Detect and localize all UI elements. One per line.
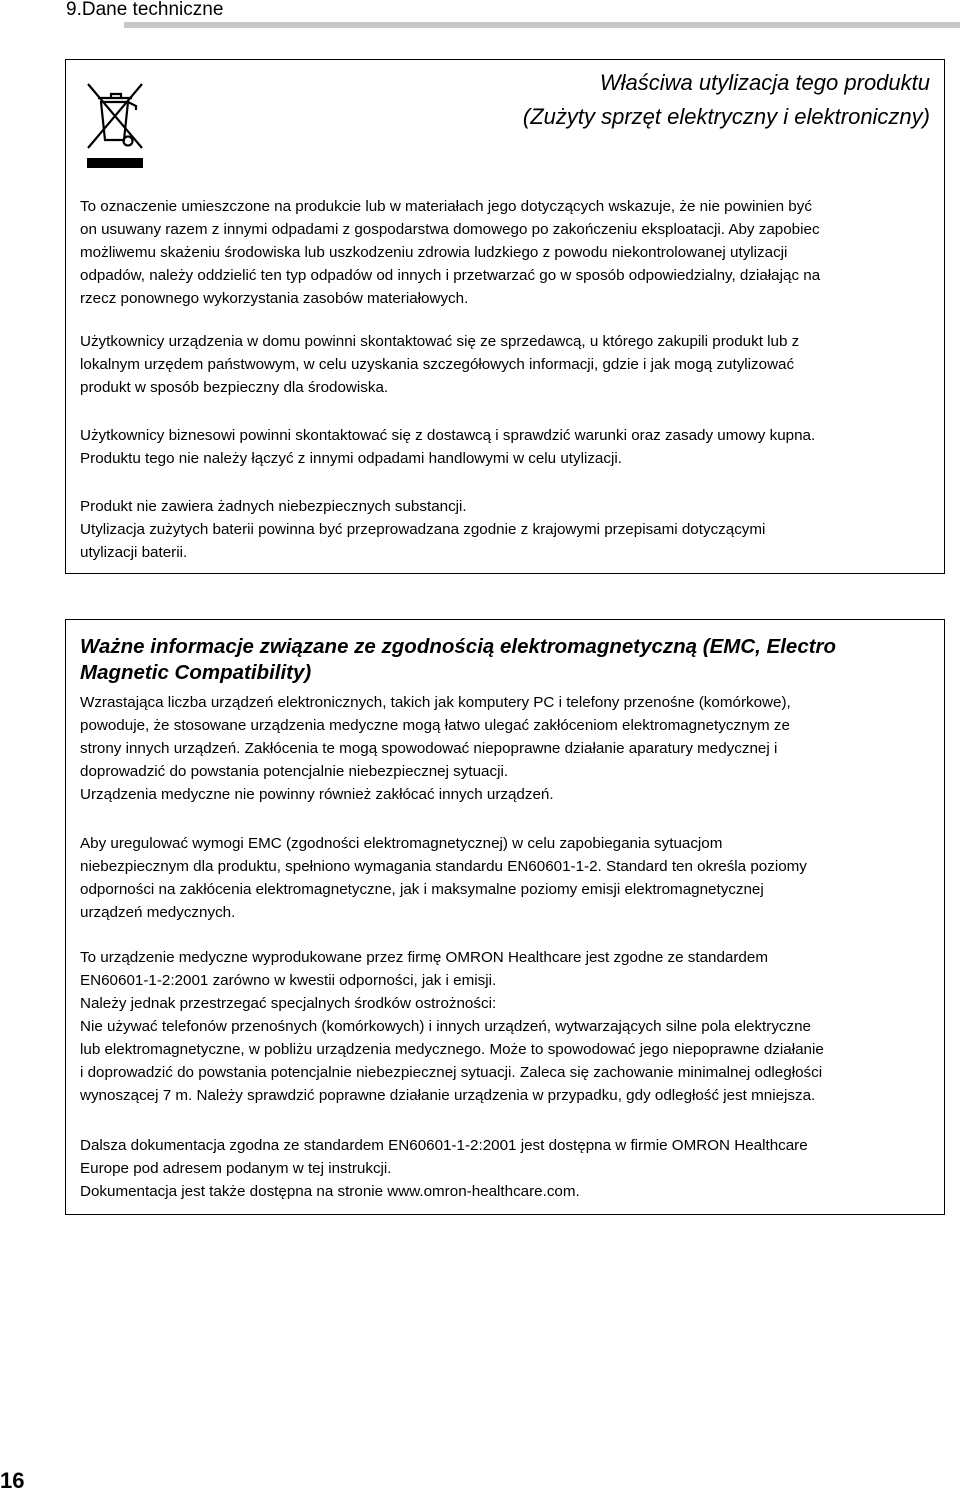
paragraph-text: Użytkownicy urządzenia w domu powinni skontaktować się ze sprzedawcą, u którego zakupili produkt lub z lokalnym urzędem państwowym, w celu uzyskania szczegółowych informacji, gdzie i jak mogą zutylizować produkt w sposób bezpieczny dla środowiska.: [80, 333, 800, 396]
disposal-paragraph: [80, 495, 950, 564]
crossed-out-wheelie-bin-icon: [84, 78, 146, 170]
emc-paragraph: [80, 1134, 950, 1203]
paragraph-text: Dalsza dokumentacja zgodna ze standardem EN60601-1-2:2001 jest dostępna w firmie OMRON Healthcare Europe pod adresem podanym w tej instrukcji. Dokumentacja jest także dostępna na stronie www.omron-healthcare.com.: [80, 1137, 808, 1200]
disposal-title-line1: Właściwa utylizacja tego produktu: [599, 70, 930, 95]
paragraph-text: Wzrastająca liczba urządzeń elektronicznych, takich jak komputery PC i telefony przenośne (komórkowe), powoduje, że stosowane urządzenia medyczne mogą łatwo ulegać zakłóceniom elektromagnetycznym ze strony innych urządzeń. Zakłócenia te mogą spowodować niepoprawne działanie aparatury medycznej i doprowadzić do powstania potencjalnie niebezpiecznej sytuacji. Urządzenia medyczne nie powinny również zakłócać innych urządzeń.: [80, 694, 791, 803]
disposal-paragraph: [80, 424, 950, 470]
paragraph-text: Użytkownicy biznesowi powinni skontaktować się z dostawcą i sprawdzić warunki oraz zasady umowy kupna. Produktu tego nie należy łączyć z innymi odpadami handlowymi w celu utylizacji.: [80, 427, 816, 467]
paragraph-text: Produkt nie zawiera żadnych niebezpiecznych substancji. Utylizacja zużytych baterii powinna być przeprowadzana zgodnie z krajowymi przepisami dotyczącymi utylizacji baterii.: [80, 498, 766, 561]
paragraph-text: To urządzenie medyczne wyprodukowane przez firmę OMRON Healthcare jest zgodne ze standardem EN60601-1-2:2001 zarówno w kwestii odporności, jak i emisji. Należy jednak przestrzegać specjalnych środków ostrożności: Nie używać telefonów przenośnych (komórkowych) i innych urządzeń, wytwarzających silne pola elektryczne lub elektromagnetyczne, w pobliżu urządzenia medycznego. Może to spowodować jego niepoprawne działanie i doprowadzić do powstania potencjalnie niebezpiecznej sytuacji. Zaleca się zachowanie minimalnej odległości wynoszącej 7 m. Należy sprawdzić poprawne działanie urządzenia w przypadku, gdy odległość jest mniejsza.: [80, 949, 824, 1104]
header-rule: [124, 22, 960, 28]
disposal-paragraph: [80, 330, 950, 399]
emc-paragraph: [80, 946, 950, 1107]
section-title: 9.Dane techniczne: [66, 0, 224, 20]
disposal-title-line2: (Zużyty sprzęt elektryczny i elektroniczny): [522, 104, 930, 129]
emc-paragraph: [80, 691, 950, 806]
page-number: 16: [0, 1468, 25, 1493]
emc-box: [65, 619, 945, 1215]
paragraph-text: To oznaczenie umieszczone na produkcie lub w materiałach jego dotyczących wskazuje, że nie powinien być on usuwany razem z innymi odpadami z gospodarstwa domowego po zakończeniu eksploatacji. Aby zapobiec możliwemu skażeniu środowiska lub uszkodzeniu zdrowia ludzkiego z powodu niekontrolowanej utylizacji odpadów, należy oddzielić ten typ odpadów od innych i przetwarzać go w sposób odpowiedzialny, działając na rzecz ponownego wykorzystania zasobów materiałowych.: [80, 198, 821, 307]
emc-title: Ważne informacje związane ze zgodnością elektromagnetyczną (EMC, Electro Magnetic Compatibility): [80, 635, 837, 684]
disposal-paragraph: [80, 195, 950, 310]
disposal-title: [523, 66, 930, 134]
disposal-box: [65, 59, 945, 574]
paragraph-text: Aby uregulować wymogi EMC (zgodności elektromagnetycznej) w celu zapobiegania sytuacjom niebezpiecznym dla produktu, spełniono wymagania standardu EN60601-1-2. Standard ten określa poziomy odporności na zakłócenia elektromagnetyczne, jak i maksymalne poziomy emisji elektromagnetycznej urządzeń medycznych.: [80, 835, 807, 921]
emc-paragraph: [80, 832, 950, 924]
